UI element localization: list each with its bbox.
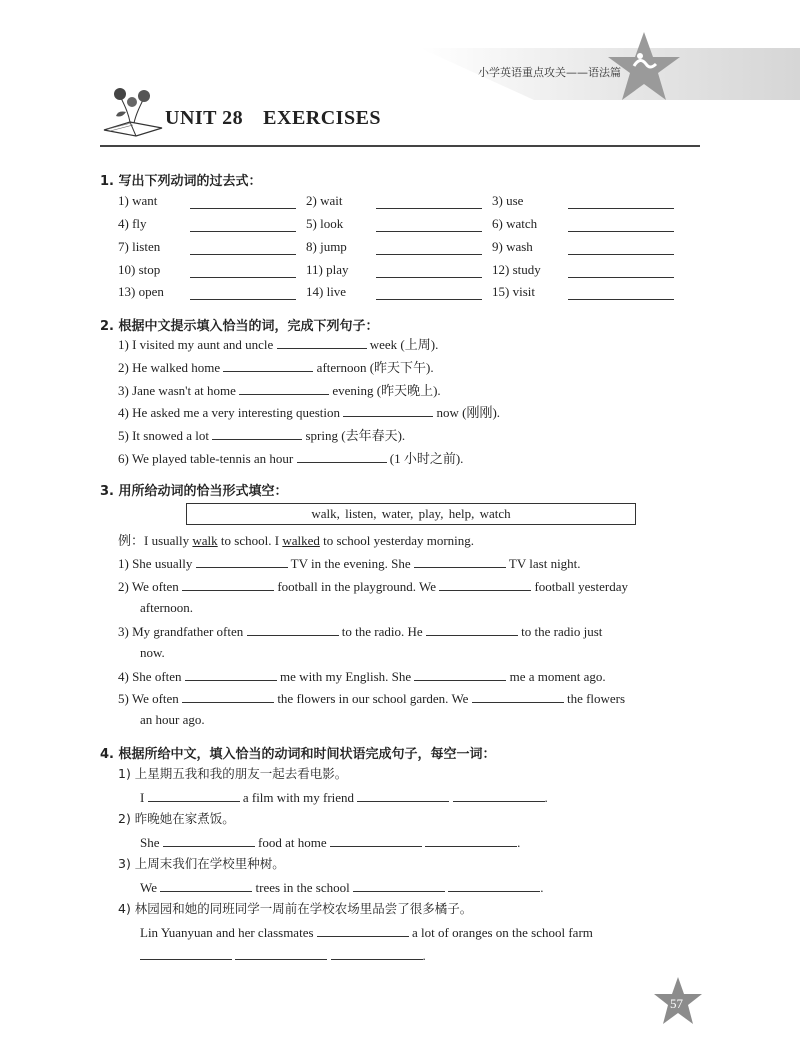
s4-answer-4: Lin Yuanyuan and her classmates a lot of oranges on the school farm — [140, 925, 593, 940]
answer-blank[interactable] — [239, 382, 329, 395]
s2-line-3: 3) Jane wasn't at home evening (昨天晚上). — [118, 383, 441, 398]
answer-blank[interactable] — [163, 834, 255, 847]
verb-item: 15) visit — [492, 284, 535, 299]
answer-blank[interactable] — [568, 231, 674, 232]
section1-heading: 1. 写出下列动词的过去式： — [100, 174, 262, 189]
answer-blank[interactable] — [568, 299, 674, 300]
answer-blank[interactable] — [330, 834, 422, 847]
s2-line-6: 6) We played table-tennis an hour (1 小时之前). — [118, 451, 464, 466]
book-flower-icon — [100, 82, 166, 138]
answer-blank[interactable] — [212, 427, 302, 440]
answer-blank[interactable] — [235, 947, 327, 960]
verb-item: 13) open — [118, 284, 164, 299]
answer-blank[interactable] — [414, 555, 506, 568]
verb-item: 1) want — [118, 193, 158, 208]
answer-blank[interactable] — [331, 947, 423, 960]
s4-chinese-3: 3) 上周末我们在学校里种树。 — [118, 856, 285, 871]
answer-blank[interactable] — [223, 359, 313, 372]
answer-blank[interactable] — [160, 879, 252, 892]
answer-blank[interactable] — [140, 947, 232, 960]
answer-blank[interactable] — [376, 208, 482, 209]
answer-blank[interactable] — [185, 668, 277, 681]
verb-item: 10) stop — [118, 262, 161, 277]
s2-line-1: 1) I visited my aunt and uncle week (上周). — [118, 337, 439, 352]
answer-blank[interactable] — [343, 404, 433, 417]
answer-blank[interactable] — [196, 555, 288, 568]
answer-blank[interactable] — [297, 450, 387, 463]
answer-blank[interactable] — [353, 879, 445, 892]
verb-item: 5) look — [306, 216, 344, 231]
verb-item: 9) wash — [492, 239, 533, 254]
answer-blank[interactable] — [376, 299, 482, 300]
answer-blank[interactable] — [425, 834, 517, 847]
section4-heading: 4. 根据所给中文，填入恰当的动词和时间状语完成句子，每空一词： — [100, 747, 496, 762]
s4-answer-4-cont: . — [140, 947, 426, 964]
answer-blank[interactable] — [148, 789, 240, 802]
title-divider — [100, 145, 700, 147]
s4-answer-1: I a film with my friend . — [140, 790, 548, 805]
answer-blank[interactable] — [182, 690, 274, 703]
s2-line-5: 5) It snowed a lot spring (去年春天). — [118, 428, 406, 443]
book-series-title: 小学英语重点攻关——语法篇 — [478, 66, 621, 79]
answer-blank[interactable] — [568, 254, 674, 255]
star-logo-icon — [604, 30, 684, 102]
answer-blank[interactable] — [317, 924, 409, 937]
answer-blank[interactable] — [190, 208, 296, 209]
verb-item: 4) fly — [118, 216, 147, 231]
s3-line-2: 2) We often football in the playground. We football yesterday — [118, 579, 628, 594]
s3-line-3-cont: now. — [140, 645, 165, 660]
answer-blank[interactable] — [277, 336, 367, 349]
s3-line-5-cont: an hour ago. — [140, 712, 205, 727]
verb-item: 3) use — [492, 193, 524, 208]
s4-answer-2: She food at home . — [140, 835, 521, 850]
answer-blank[interactable] — [414, 668, 506, 681]
section2-heading: 2. 根据中文提示填入恰当的词，完成下列句子： — [100, 319, 379, 334]
unit-number: UNIT 28 — [165, 107, 244, 129]
answer-blank[interactable] — [247, 623, 339, 636]
s3-line-3: 3) My grandfather often to the radio. He to the radio just — [118, 624, 603, 639]
answer-blank[interactable] — [357, 789, 449, 802]
unit-title — [165, 107, 381, 130]
s3-line-4: 4) She often me with my English. She me a moment ago. — [118, 669, 606, 684]
s4-chinese-4: 4) 林园园和她的同班同学一周前在学校农场里品尝了很多橘子。 — [118, 901, 473, 916]
verb-item: 12) study — [492, 262, 541, 277]
answer-blank[interactable] — [426, 623, 518, 636]
s4-answer-3: We trees in the school . — [140, 880, 544, 895]
answer-blank[interactable] — [376, 231, 482, 232]
page-number: 57 — [670, 996, 683, 1011]
answer-blank[interactable] — [439, 578, 531, 591]
s3-line-1: 1) She usually TV in the evening. She TV last night. — [118, 556, 581, 571]
verb-item: 14) live — [306, 284, 347, 299]
answer-blank[interactable] — [568, 277, 674, 278]
verb-item: 6) watch — [492, 216, 538, 231]
answer-blank[interactable] — [182, 578, 274, 591]
verb-item: 11) play — [306, 262, 349, 277]
verb-item: 2) wait — [306, 193, 343, 208]
unit-subtitle: EXERCISES — [263, 107, 382, 129]
answer-blank[interactable] — [190, 277, 296, 278]
answer-blank[interactable] — [568, 208, 674, 209]
answer-blank[interactable] — [376, 254, 482, 255]
answer-blank[interactable] — [453, 789, 545, 802]
answer-blank[interactable] — [190, 254, 296, 255]
answer-blank[interactable] — [376, 277, 482, 278]
s4-chinese-2: 2) 昨晚她在家煮饭。 — [118, 811, 235, 826]
verb-item: 7) listen — [118, 239, 161, 254]
answer-blank[interactable] — [190, 299, 296, 300]
s2-line-4: 4) He asked me a very interesting question now (刚刚). — [118, 405, 501, 420]
section3-heading: 3. 用所给动词的恰当形式填空： — [100, 484, 288, 499]
word-bank-box: walk, listen, water, play, help, watch — [186, 503, 636, 525]
answer-blank[interactable] — [472, 690, 564, 703]
answer-blank[interactable] — [190, 231, 296, 232]
s3-line-5: 5) We often the flowers in our school garden. We the flowers — [118, 691, 626, 706]
s2-line-2: 2) He walked home afternoon (昨天下午). — [118, 360, 434, 375]
answer-blank[interactable] — [448, 879, 540, 892]
verb-item: 8) jump — [306, 239, 347, 254]
s4-chinese-1: 1) 上星期五我和我的朋友一起去看电影。 — [118, 766, 348, 781]
s3-line-2-cont: afternoon. — [140, 600, 194, 615]
s3-example: 例：I usually walk to school. I walked to school yesterday morning. — [118, 533, 475, 548]
